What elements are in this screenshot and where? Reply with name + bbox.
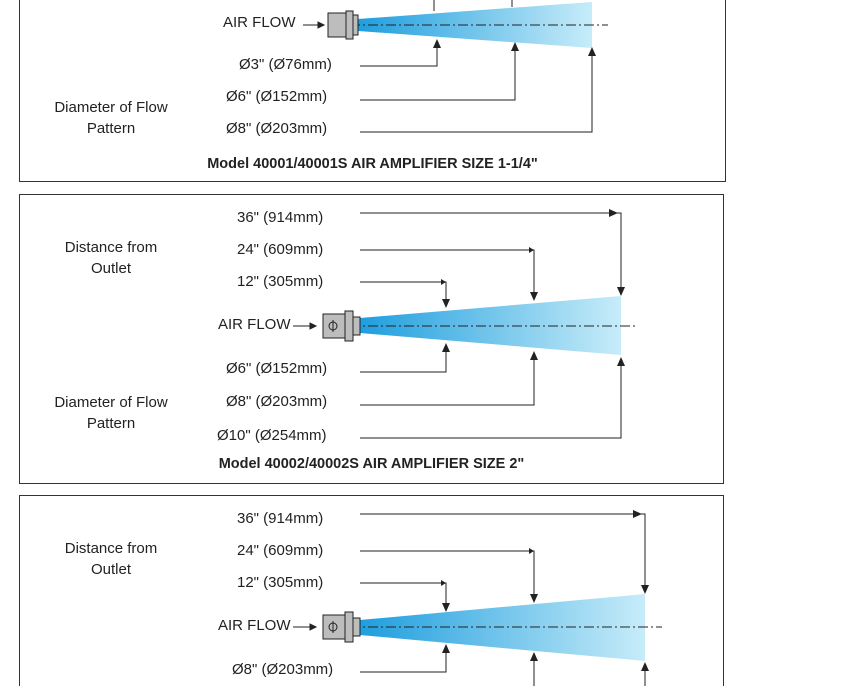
distance-heading (31, 237, 191, 279)
distance-heading (31, 538, 191, 580)
distance-label-2: 24" (609mm) (237, 241, 324, 258)
distance-label-3: 12" (305mm) (237, 273, 324, 290)
diameter-label-3: Ø8" (Ø203mm) (226, 120, 328, 137)
distance-label-1: 36" (914mm) (237, 209, 324, 226)
panel-title: Model 40001/40001S AIR AMPLIFIER SIZE 1-1/4" (207, 156, 538, 172)
nozzle-icon (328, 11, 358, 39)
airflow-label: AIR FLOW (218, 617, 291, 634)
diameter-heading (31, 392, 191, 434)
airflow-arrow (293, 624, 316, 630)
diameter-heading-text: Diameter of Flow Pattern (54, 99, 168, 137)
diameter-label-1: Ø8" (Ø203mm) (232, 661, 334, 678)
panel-title: Model 40002/40002S AIR AMPLIFIER SIZE 2" (218, 456, 525, 472)
distance-heading-text: Distance from Outlet (64, 540, 158, 578)
diameter-heading-text: Diameter of Flow Pattern (54, 394, 168, 432)
diagram-panel-model-40001 (19, 0, 726, 182)
airflow-label: AIR FLOW (223, 14, 296, 31)
diameter-label-3: Ø10" (Ø254mm) (217, 427, 327, 444)
nozzle-icon (323, 311, 360, 341)
diameter-label-1: Ø6" (Ø152mm) (226, 360, 328, 377)
diameter-leaders (360, 347, 621, 438)
airflow-label: AIR FLOW (218, 316, 291, 333)
flow-pattern-diagram (20, 496, 723, 686)
distance-label-3: 12" (305mm) (237, 574, 324, 591)
distance-leaders (360, 514, 645, 609)
distance-leaders (360, 213, 621, 305)
diameter-heading (31, 97, 191, 139)
diagram-panel-model-3 (19, 495, 724, 686)
distance-heading-text: Distance from Outlet (64, 239, 158, 277)
diameter-label-1: Ø3" (Ø76mm) (239, 56, 332, 73)
diameter-label-2: Ø6" (Ø152mm) (226, 88, 328, 105)
nozzle-icon (323, 612, 360, 642)
distance-label-2: 24" (609mm) (237, 542, 324, 559)
diameter-label-2: Ø8" (Ø203mm) (226, 393, 328, 410)
diameter-leaders (360, 43, 592, 132)
diagram-panel-model-40002 (19, 194, 724, 484)
distance-label-1: 36" (914mm) (237, 510, 324, 527)
flow-pattern-diagram (20, 0, 725, 181)
airflow-arrow (303, 22, 324, 28)
airflow-arrow (293, 323, 316, 329)
